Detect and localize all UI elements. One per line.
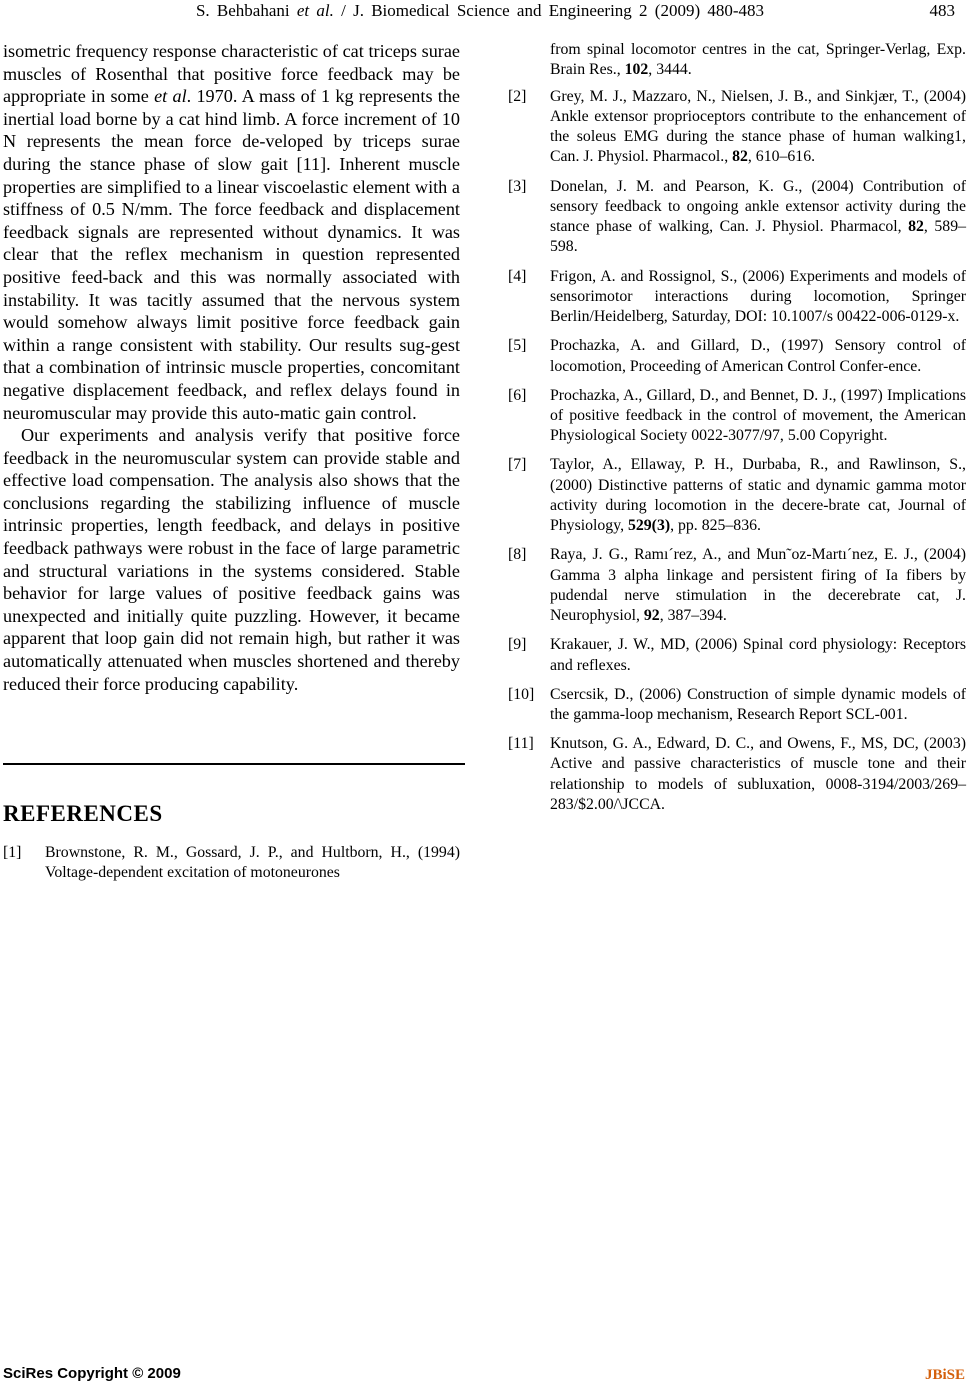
reference-item	[508, 635, 966, 676]
header-journal: / J. Biomedical Science and Engineering 2 (2009) 480-483	[341, 1, 765, 20]
reference-number: [7]	[508, 456, 527, 474]
reference-number: [3]	[508, 177, 527, 195]
reference-item	[508, 177, 966, 258]
reference-volume: 82	[908, 218, 924, 236]
right-column	[508, 40, 966, 824]
header-et-al: et al.	[296, 1, 334, 20]
reference-volume: 102	[624, 61, 649, 79]
footer-journal-abbrev: JBiSE	[924, 1367, 965, 1383]
reference-item	[508, 685, 966, 726]
reference-volume: 82	[732, 148, 748, 166]
reference-text-tail: , 387–394.	[659, 607, 727, 625]
left-column	[3, 40, 460, 695]
reference-item	[508, 267, 966, 328]
reference-text: Prochazka, A. and Gillard, D., (1997) Sensory control of locomotion, Proceeding of American Control Confer-ence.	[550, 337, 966, 375]
footer-copyright: SciRes Copyright © 2009	[3, 1365, 181, 1382]
body-p1-emphasis: et al	[154, 86, 187, 107]
reference-item	[508, 336, 966, 377]
reference-text: Grey, M. J., Mazzaro, N., Nielsen, J. B., and Sinkjær, T., (2004) Ankle extensor proprioceptors contribute to the enhancement of the soleus EMG during the stance phase of human walking1, Can. J. Physiol. Pharmacol.,	[550, 87, 966, 166]
reference-number: [4]	[508, 267, 527, 285]
reference-item-continued	[508, 40, 966, 81]
reference-text: Krakauer, J. W., MD, (2006) Spinal cord physiology: Receptors and reflexes.	[550, 636, 966, 674]
reference-item	[508, 734, 966, 815]
reference-volume: 92	[643, 607, 660, 625]
reference-text: Frigon, A. and Rossignol, S., (2006) Experiments and models of sensorimotor interactions during locomotion, Springer Berlin/Heidelberg, Saturday, DOI: 10.1007/s 00422-006-0129-x.	[550, 267, 966, 326]
reference-text: Csercsik, D., (2006) Construction of simple dynamic models of the gamma-loop mechanism, Research Report SCL-001.	[550, 685, 966, 723]
page-number: 483	[929, 1, 955, 20]
body-p1-text-a: isometric frequency response characteristic of cat triceps surae muscles of Rosenthal that positive force feedback may be appropriate in some	[3, 41, 460, 107]
header-authors: S. Behbahani	[195, 1, 290, 20]
reference-text: Knutson, G. A., Edward, D. C., and Owens, F., MS, DC, (2003) Active and passive characteristics of muscle tone and their relationship to models of subluxation, 0008-3194/2003/269–283/$2.00/\JCCA.	[550, 735, 966, 813]
reference-number: [8]	[508, 546, 527, 564]
reference-number: [10]	[508, 685, 535, 703]
reference-list-left	[3, 843, 460, 892]
reference-text-tail: , 589–598.	[550, 218, 966, 256]
reference-item	[3, 843, 460, 884]
references-heading: REFERENCES	[3, 801, 163, 826]
reference-item	[508, 545, 966, 626]
reference-text-tail: , pp. 825–836.	[670, 517, 761, 535]
section-divider	[3, 763, 465, 765]
reference-item	[508, 386, 966, 447]
reference-text: Donelan, J. M. and Pearson, K. G., (2004) Contribution of sensory feedback to ongoing ankle extensor activity during the stance phase of walking, Can. J. Physiol. Pharmacol,	[550, 177, 966, 236]
reference-item	[508, 455, 966, 536]
reference-number: [9]	[508, 636, 527, 654]
reference-text: from spinal locomotor centres in the cat, Springer-Verlag, Exp. Brain Res.,	[550, 41, 966, 79]
reference-number: [11]	[508, 735, 534, 753]
reference-number: [5]	[508, 337, 527, 355]
reference-number: [6]	[508, 386, 527, 404]
reference-item	[508, 87, 966, 168]
reference-number: [1]	[3, 844, 22, 861]
reference-text-tail: , 610–616.	[747, 148, 816, 166]
reference-text-tail: , 3444.	[648, 61, 692, 79]
body-paragraph-2: Our experiments and analysis verify that positive force feedback in the neuromuscular system can provide stable and effective load compensation. The analysis also shows that the conclusions regarding the stabilizing influence of muscle intrinsic properties, length feedback, and delays in positive feedback pathways were robust in the face of large parametric and structural variations in the systems considered. Stable behavior for large values of positive feedback gains was unexpected and initially quite puzzling. However, it became apparent that loop gain did not remain high, but rather it was automatically attenuated when muscles shortened and thereby reduced their force producing capability.	[3, 425, 460, 694]
running-head	[120, 0, 840, 22]
reference-number: [2]	[508, 87, 527, 105]
body-p1-text-b: . 1970. A mass of 1 kg represents the inertial load borne by a cat hind limb. A force increment of 10 N represents the mean force de-veloped by triceps surae during the stance phase of slow gait [11]. Inherent muscle properties are simplified to a linear viscoelastic element with a stiffness of 0.5 N/mm. The force feedback and displacement feedback signals are represented without dynamics. It was clear that the reflex mechanism in question represented positive feed-back and this was normally associated with instability. It was tacitly assumed that the nervous system would somehow always limit positive force feedback gain within a range consistent with stability. Our results sug-gest that a combination of intrinsic muscle properties, concomitant negative displacement feedback, and reflex delays found in neuromuscular may provide this auto-matic gain control.	[3, 86, 460, 423]
reference-text: Taylor, A., Ellaway, P. H., Durbaba, R., and Rawlinson, S., (2000) Distinctive patterns of static and dynamic gamma motor activity during locomotion in the decere-brate cat, Journal of Physiology,	[550, 456, 966, 535]
reference-text: Prochazka, A., Gillard, D., and Bennet, D. J., (1997) Implications of positive feedback in the control of movement, the American Physiological Society 0022-3077/97, 5.00 Copyright.	[550, 386, 966, 445]
reference-text: Brownstone, R. M., Gossard, J. P., and Hultborn, H., (1994) Voltage-dependent excitation of motoneurones	[45, 844, 460, 882]
body-paragraph-1	[3, 40, 460, 424]
reference-text: Raya, J. G., Ramı´rez, A., and Mun˜oz-Martı´nez, E. J., (2004) Gamma 3 alpha linkage and persistent firing of Ia fibers by pudendal nerve stimulation in the decerebrate cat, J. Neurophysiol,	[550, 546, 966, 625]
reference-volume: 529(3)	[627, 517, 671, 535]
